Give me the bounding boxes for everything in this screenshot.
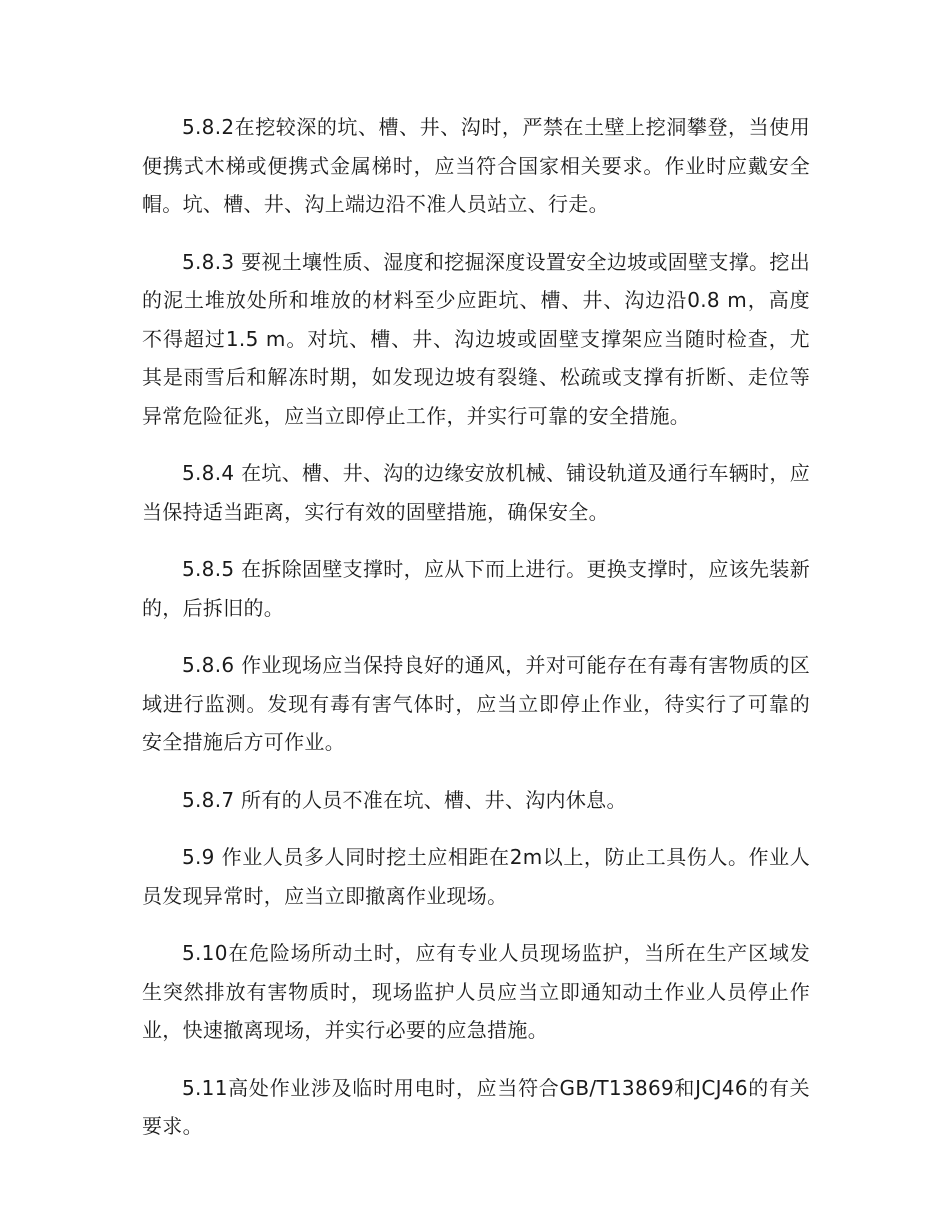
clause-5-8-2: 5.8.2在挖较深的坑、槽、井、沟时，严禁在土壁上挖洞攀登，当使用便携式木梯或便携式金属梯时，应当符合国家相关要求。作业时应戴安全帽。坑、槽、井、沟上端边沿不准人员站立、行走。 [142, 115, 810, 216]
clause-5-8-4: 5.8.4 在坑、槽、井、沟的边缘安放机械、铺设轨道及通行车辆时，应当保持适当距离，实行有效的固壁措施，确保安全。 [142, 461, 810, 524]
clause-5-8-5: 5.8.5 在拆除固壁支撑时，应从下而上进行。更换支撑时，应该先装新的，后拆旧的。 [142, 557, 810, 620]
clause-5-9: 5.9 作业人员多人同时挖土应相距在2m以上，防止工具伤人。作业人员发现异常时，应当立即撤离作业现场。 [142, 845, 810, 908]
clause-5-11: 5.11高处作业涉及临时用电时，应当符合GB/T13869和JCJ46的有关要求。 [142, 1075, 810, 1138]
clause-5-10: 5.10在危险场所动土时，应有专业人员现场监护，当所在生产区域发生突然排放有害物质时，现场监护人员应当立即通知动土作业人员停止作业，快速撤离现场，并实行必要的应急措施。 [142, 941, 810, 1042]
clause-5-8-3: 5.8.3 要视土壤性质、湿度和挖掘深度设置安全边坡或固壁支撑。挖出的泥土堆放处所和堆放的材料至少应距坑、槽、井、沟边沿0.8 m，高度不得超过1.5 m。对坑、槽、井、沟边坡或固壁支撑架应当随时检查，尤其是雨雪后和解冻时期，如发现边坡有裂缝、松疏或支撑有折断、走位等异常危险征兆，应当立即停止工作，并实行可靠的安全措施。 [142, 249, 810, 428]
document-body [142, 108, 810, 1165]
clause-5-8-6: 5.8.6 作业现场应当保持良好的通风，并对可能存在有毒有害物质的区域进行监测。发现有毒有害气体时，应当立即停止作业，待实行了可靠的安全措施后方可作业。 [142, 653, 810, 754]
clause-5-8-7: 5.8.7 所有的人员不准在坑、槽、井、沟内休息。 [182, 787, 627, 812]
